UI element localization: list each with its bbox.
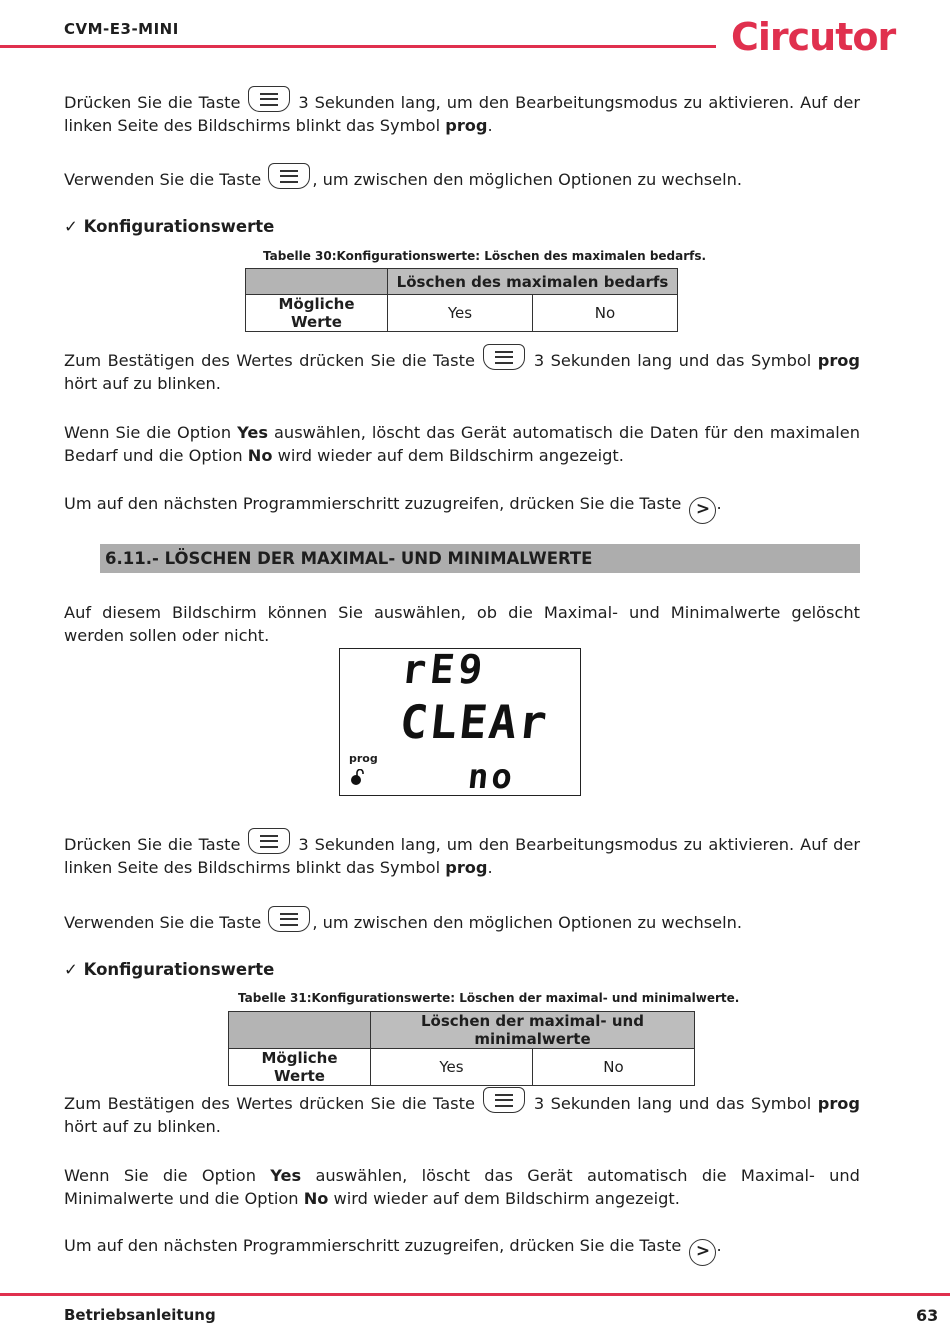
config-values-heading: ✓ Konfigurationswerte	[64, 960, 275, 979]
footer-title: Betriebsanleitung	[64, 1306, 216, 1324]
lcd-line-3: no	[465, 757, 518, 797]
menu-key-icon	[248, 828, 290, 854]
table-cell: Yes	[388, 295, 533, 332]
circutor-logo: Circutor	[731, 15, 896, 59]
config-table	[228, 1011, 695, 1086]
lcd-prog-label: prog	[349, 752, 378, 765]
page-number: 63	[916, 1306, 939, 1325]
paragraph-confirm: Zum Bestätigen des Wertes drücken Sie die Taste 3 Sekunden lang und das Symbol prog hört auf zu blinken.	[64, 1087, 860, 1138]
menu-key-icon	[268, 906, 310, 932]
table-cell: No	[533, 1049, 695, 1086]
menu-key-icon	[248, 86, 290, 112]
table-cell: No	[533, 295, 678, 332]
paragraph-yes-option: Wenn Sie die Option Yes auswählen, löscht das Gerät automatisch die Daten für den maximalen Bedarf und die Option No wird wieder auf dem Bildschirm angezeigt.	[64, 423, 860, 465]
paragraph-edit-mode: Drücken Sie die Taste 3 Sekunden lang, um den Bearbeitungsmodus zu aktivieren. Auf der linken Seite des Bildschirms blinkt das Symbol prog.	[64, 828, 860, 879]
table-caption: Tabelle 31:Konfigurationswerte: Löschen der maximal- und minimalwerte.	[238, 991, 740, 1005]
paragraph-confirm: Zum Bestätigen des Wertes drücken Sie die Taste 3 Sekunden lang und das Symbol prog hört auf zu blinken.	[64, 344, 860, 395]
section-heading: 6.11.- LÖSCHEN DER MAXIMAL- UND MINIMALWERTE	[100, 544, 860, 573]
section-intro: Auf diesem Bildschirm können Sie auswählen, ob die Maximal- und Minimalwerte gelöscht werden sollen oder nicht.	[64, 603, 860, 645]
table-cell: Yes	[371, 1049, 533, 1086]
next-key-icon: >	[689, 1239, 716, 1266]
paragraph-next-step: Um auf den nächsten Programmierschritt zuzugreifen, drücken Sie die Taste > .	[64, 1234, 860, 1266]
footer-rule	[0, 1293, 950, 1296]
table-column-header: Löschen der maximal- und minimalwerte	[371, 1012, 695, 1049]
paragraph-yes-option: Wenn Sie die Option Yes auswählen, löscht das Gerät automatisch die Maximal- und Minimalwerte und die Option No wird wieder auf dem Bildschirm angezeigt.	[64, 1166, 860, 1208]
lcd-line-2: CLEAr	[397, 695, 552, 749]
unlock-icon	[350, 769, 364, 785]
menu-key-icon	[268, 163, 310, 189]
paragraph-edit-mode: Drücken Sie die Taste 3 Sekunden lang, um den Bearbeitungsmodus zu aktivieren. Auf der linken Seite des Bildschirms blinkt das Symbol prog.	[64, 86, 860, 137]
checkmark-icon: ✓	[64, 960, 78, 979]
menu-key-icon	[483, 344, 525, 370]
paragraph-switch-options: Verwenden Sie die Taste , um zwischen den möglichen Optionen zu wechseln.	[64, 163, 860, 191]
config-values-heading: ✓ Konfigurationswerte	[64, 217, 275, 236]
lcd-line-1: rE9	[399, 647, 489, 693]
menu-key-icon	[483, 1087, 525, 1113]
paragraph-switch-options: Verwenden Sie die Taste , um zwischen den möglichen Optionen zu wechseln.	[64, 906, 860, 934]
lcd-display	[339, 648, 581, 796]
table-column-header: Löschen des maximalen bedarfs	[388, 269, 678, 295]
checkmark-icon: ✓	[64, 217, 78, 236]
next-key-icon: >	[689, 497, 716, 524]
header-rule	[0, 45, 716, 48]
paragraph-next-step: Um auf den nächsten Programmierschritt zuzugreifen, drücken Sie die Taste > .	[64, 492, 860, 524]
config-table	[245, 268, 678, 332]
table-row-label: Mögliche Werte	[246, 295, 388, 332]
table-row-label: Mögliche Werte	[229, 1049, 371, 1086]
table-caption: Tabelle 30:Konfigurationswerte: Löschen des maximalen bedarfs.	[263, 249, 707, 263]
header-title: CVM-E3-MINI	[64, 20, 179, 38]
